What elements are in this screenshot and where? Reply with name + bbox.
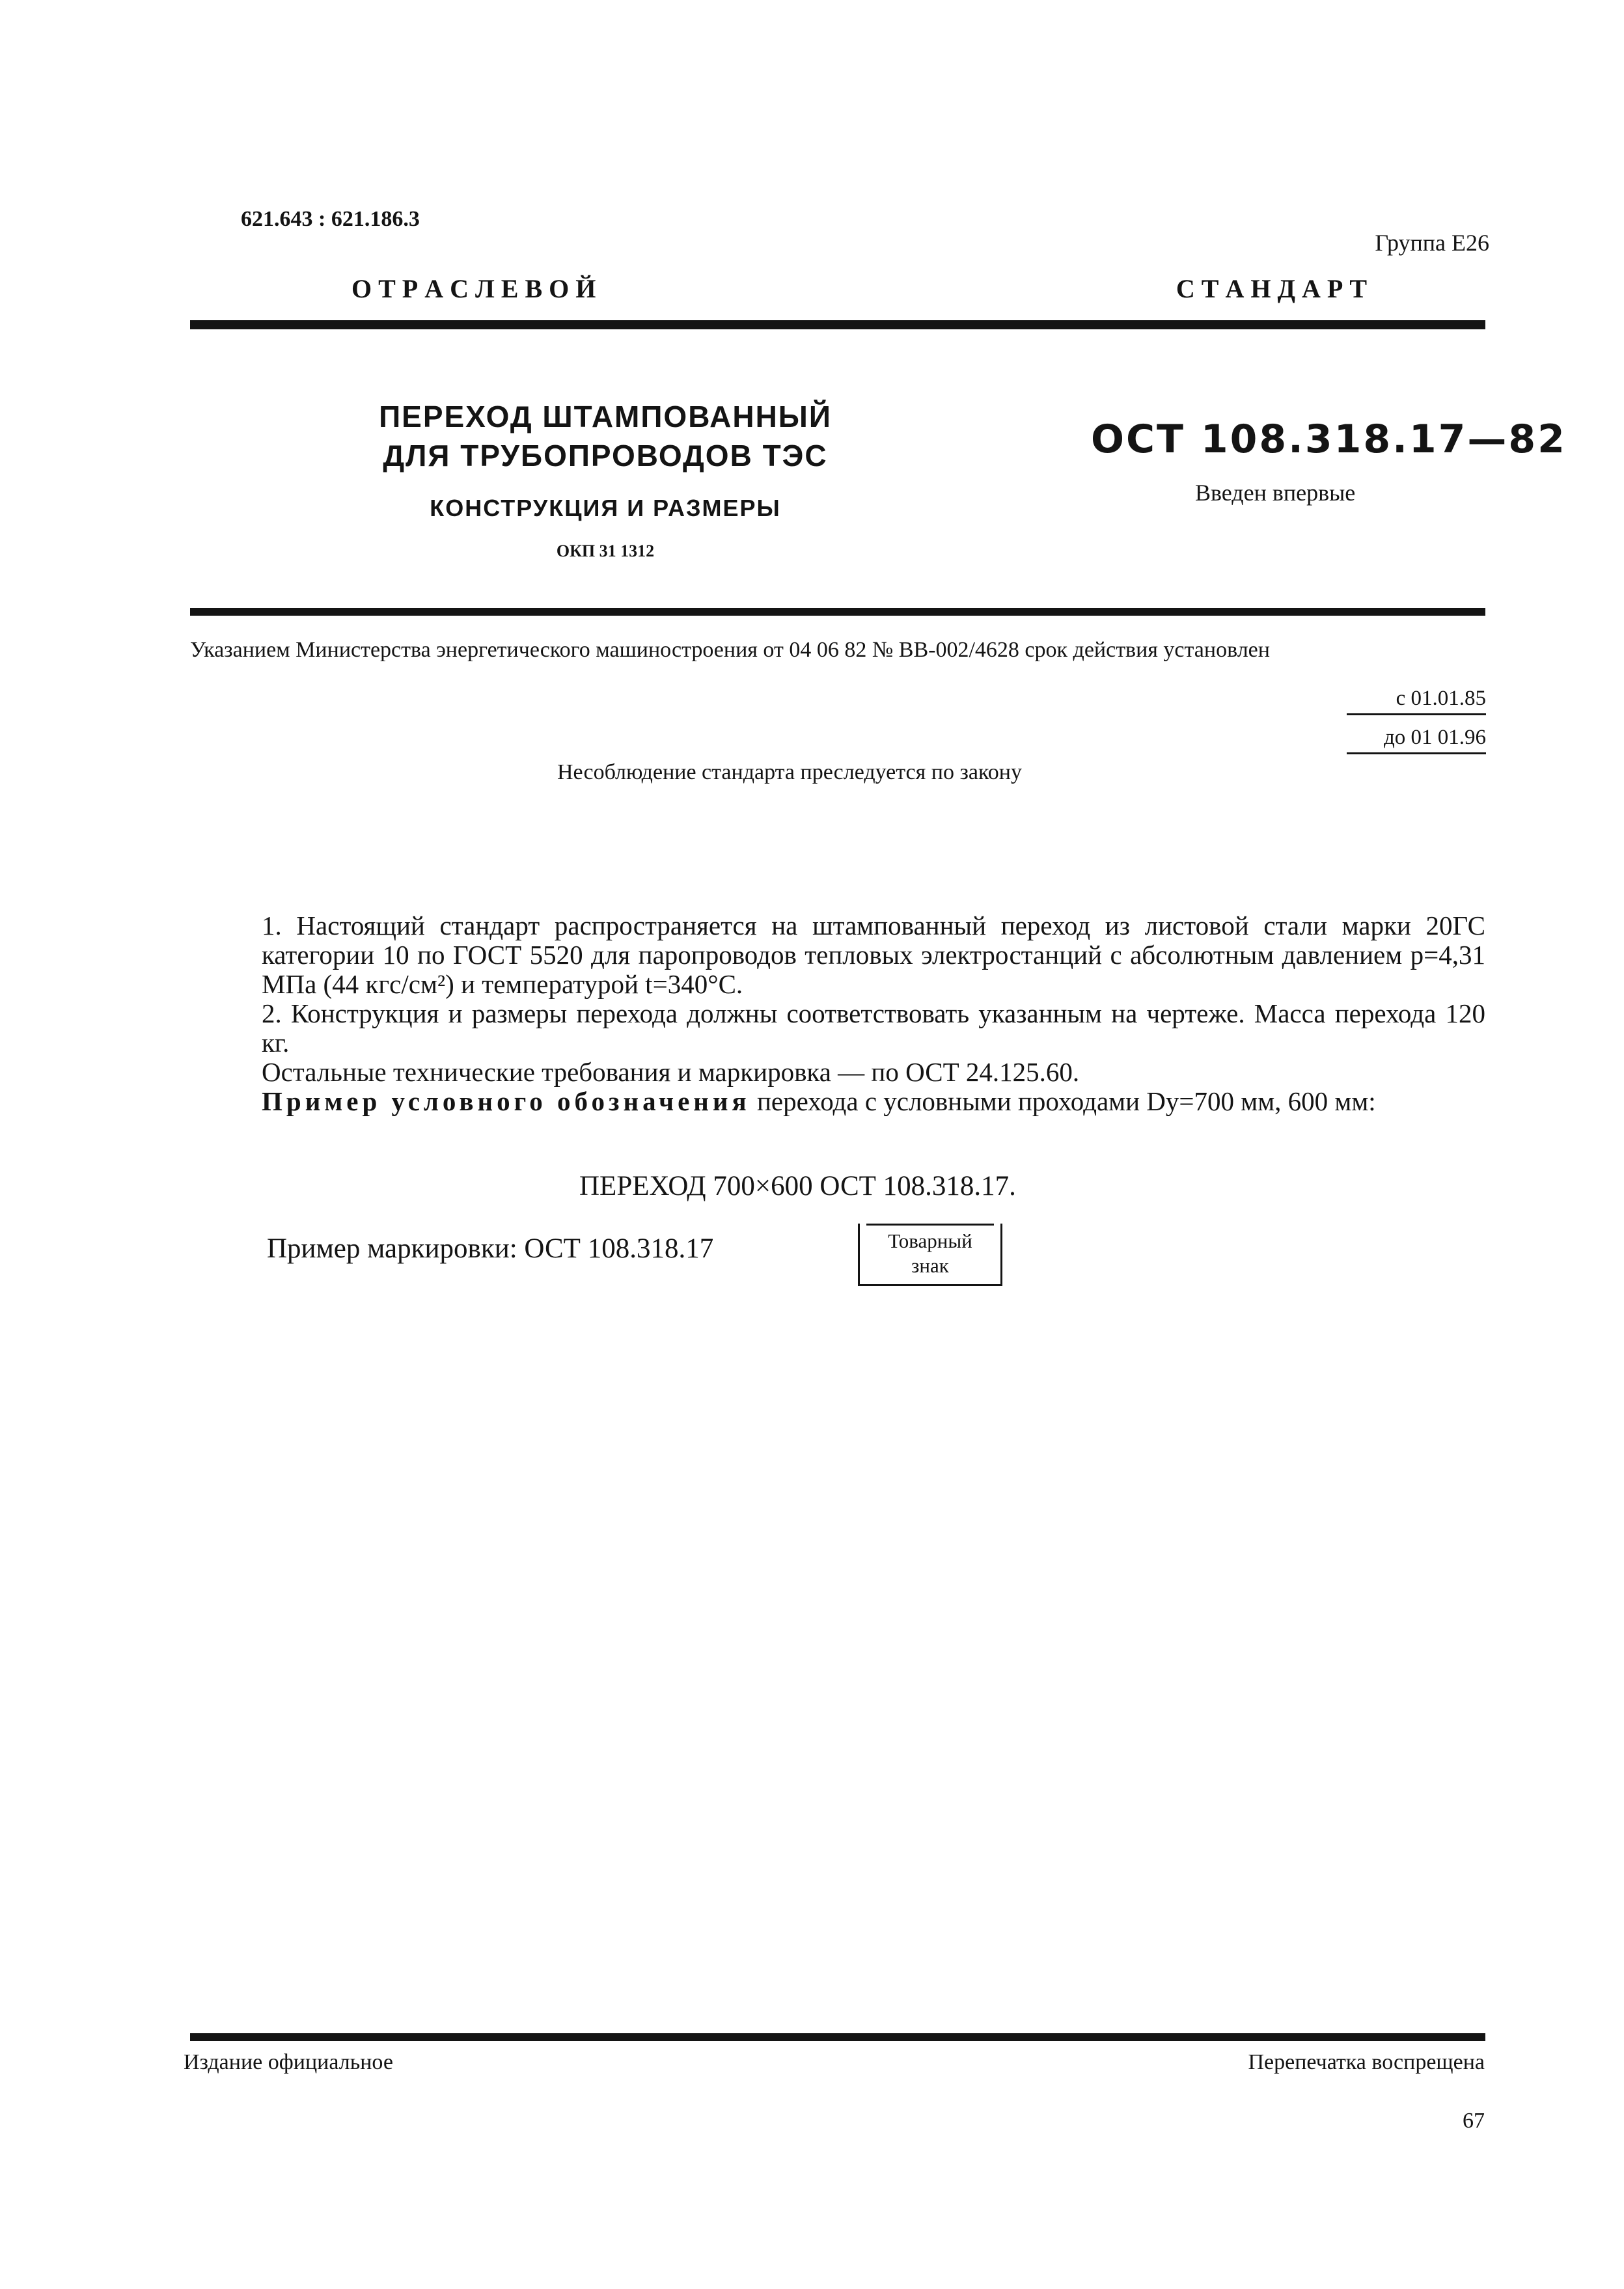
designation-example-heading: Пример условного обозначения xyxy=(262,1086,750,1116)
designation-example: ПЕРЕХОД 700×600 ОСТ 108.318.17. xyxy=(579,1171,1016,1201)
trademark-line2: знак xyxy=(911,1254,949,1277)
banner-word-industry: О Т Р А С Л Е В О Й xyxy=(351,274,596,303)
header-bottom-rule xyxy=(190,608,1485,616)
reprint-notice: Перепечатка воспрещена xyxy=(1248,2050,1485,2074)
group-label: Группа Е26 xyxy=(1375,230,1489,256)
okp-code: ОКП 31 1312 xyxy=(556,541,655,560)
document-body xyxy=(190,911,1485,1116)
validity-period xyxy=(1347,687,1486,765)
trademark-line1: Товарный xyxy=(888,1229,972,1252)
law-notice: Несоблюдение стандарта преследуется по закону xyxy=(557,760,1022,784)
document-subtitle: КОНСТРУКЦИЯ И РАЗМЕРЫ xyxy=(430,495,781,521)
page-number: 67 xyxy=(1463,2109,1485,2133)
validity-to: до 01 01.96 xyxy=(1347,726,1486,754)
approval-statement: Указанием Министерства энергетического машиностроения от 04 06 82 № ВВ-002/4628 срок действия установлен xyxy=(190,638,1270,662)
paragraph-2: 2. Конструкция и размеры перехода должны соответствовать указанным на чертеже. Масса перехода 120 кг. xyxy=(262,998,1485,1058)
document-title-line2: ДЛЯ ТРУБОПРОВОДОВ ТЭС xyxy=(383,439,828,473)
paragraph-4 xyxy=(190,1087,1485,1116)
marking-example: Пример маркировки: ОСТ 108.318.17 xyxy=(267,1233,714,1264)
udc-code: 621.643 : 621.186.3 xyxy=(241,207,420,231)
paragraph-1: 1. Настоящий стандарт распространяется на штампованный переход из листовой стали марки 20ГС категории 10 по ГОСТ 5520 для паропроводов тепловых электростанций с абсолютным давлением p=4,31 МПа (44 кгс/см²) и температурой t=340°С. xyxy=(262,911,1485,999)
standard-banner xyxy=(351,273,1367,304)
document-title-line1: ПЕРЕХОД ШТАМПОВАННЫЙ xyxy=(379,400,832,433)
designation-example-text: перехода с условными проходами Dy=700 мм, 600 мм: xyxy=(750,1086,1376,1116)
top-rule xyxy=(190,320,1485,329)
banner-word-standard: С Т А Н Д А Р Т xyxy=(1176,274,1367,303)
title-block xyxy=(351,397,859,561)
introduction-status: Введен впервые xyxy=(1195,480,1356,506)
standard-designation: ОСТ 108.318.17—82 xyxy=(1091,417,1567,462)
validity-from: с 01.01.85 xyxy=(1347,687,1486,715)
trademark-box xyxy=(858,1224,1002,1286)
paragraph-3: Остальные технические требования и маркировка — по ОСТ 24.125.60. xyxy=(262,1057,1080,1087)
footer-rule xyxy=(190,2033,1485,2041)
edition-label: Издание официальное xyxy=(184,2050,393,2074)
